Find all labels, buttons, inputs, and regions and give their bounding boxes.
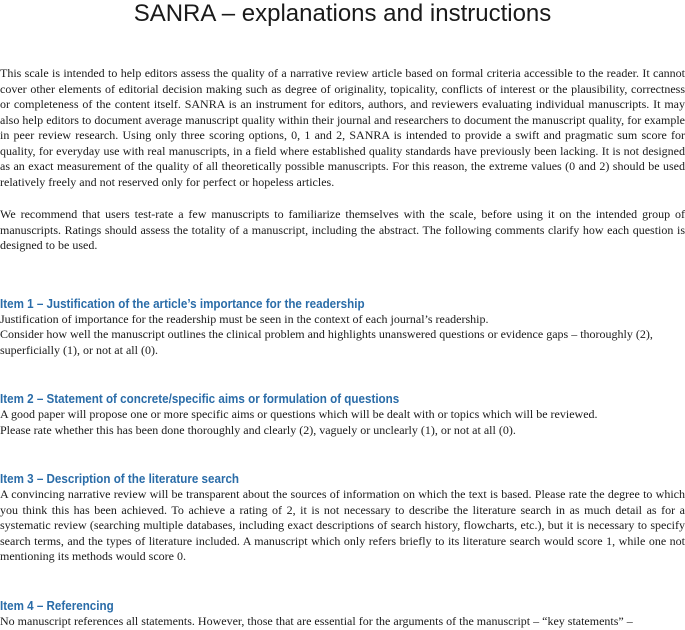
page-title: SANRA – explanations and instructions bbox=[133, 0, 552, 27]
item-2-text-2: Please rate whether this has been done thoroughly and clearly (2), vaguely or unclearly (1), or not at all (0). bbox=[0, 422, 516, 437]
intro-paragraph-1: This scale is intended to help editors assess the quality of a narrative review article based on formal criteria accessible to the reader. It cannot cover other elements of editorial decision making such as degree of originality, topicality, conflicts of interest or the plausibility, correctness or completeness of the content itself. SANRA is an instrument for editors, authors, and reviewers evaluating individual manuscripts. It may also help editors to document average manuscript quality within their journal and researchers to document the manuscript quality, for example in peer review research. Using only three scoring options, 0, 1 and 2, SANRA is intended to provide a swift and pragmatic sum score for quality, for everyday use with real manuscripts, in a field where established quality standards have previously been lacking. It is not designed as an exact measurement of the quality of all theoretically possible manuscripts. For this reason, the extreme values (0 and 2) should be used relatively freely and not reserved only for perfect or hopeless articles. bbox=[0, 66, 685, 189]
item-1-text-1: Justification of importance for the readership must be seen in the context of each journal’s readership. bbox=[0, 311, 489, 326]
item-1-heading: Item 1 – Justification of the article’s importance for the readership bbox=[0, 296, 365, 311]
item-3-section bbox=[0, 472, 685, 565]
item-4-section bbox=[0, 599, 685, 630]
item-4-text-1: No manuscript references all statements. However, those that are essential for the arguments of the manuscript – “key statements” – bbox=[0, 613, 633, 628]
item-3-heading: Item 3 – Description of the literature search bbox=[0, 472, 240, 486]
item-4-heading: Item 4 – Referencing bbox=[0, 598, 114, 613]
item-1-text-2: Consider how well the manuscript outlines the clinical problem and highlights unanswered questions or evidence gaps – thoroughly (2), superficially (1), or not at all (0). bbox=[0, 327, 653, 357]
document-body bbox=[0, 66, 685, 629]
item-2-section bbox=[0, 392, 685, 438]
item-2-text-1: A good paper will propose one or more specific aims or questions which will be dealt with or topics which will be reviewed. bbox=[0, 407, 598, 421]
item-2-heading: Item 2 – Statement of concrete/specific aims or formulation of questions bbox=[0, 392, 400, 406]
item-3-text-1: A convincing narrative review will be transparent about the sources of information on which the text is based. Please rate the degree to which you think this has been achieved. To achieve a rating of 2, it is not necessary to describe the literature search in as much detail as for a systematic review (searching multiple databases, including exact descriptions of search history, flowcharts, etc.), but it is necessary to specify search terms, and the types of literature included. A manuscript which only refers briefly to its literature search would score 1, while one not mentioning its methods would score 0. bbox=[0, 487, 685, 563]
intro-paragraph-2: We recommend that users test-rate a few manuscripts to familiarize themselves with the scale, before using it on the intended group of manuscripts. Ratings should assess the totality of a manuscript, including the abstract. The following comments clarify how each question is designed to be used. bbox=[0, 207, 685, 252]
item-1-section bbox=[0, 297, 685, 359]
